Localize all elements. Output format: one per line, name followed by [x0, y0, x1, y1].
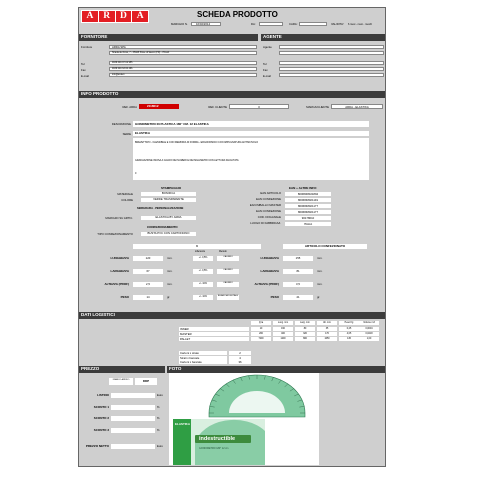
logistics-cell: 7200: [251, 337, 271, 341]
agente-name: [279, 45, 384, 49]
agente-label: Agente: [263, 45, 272, 49]
logistics-cell: 400: [273, 332, 293, 336]
info-prodotto-header: INFO PRODOTTO: [79, 91, 385, 98]
rev-value: 16/02/2014: [191, 22, 221, 26]
marchio-label: MARCHIO SU ARTIC.: [105, 216, 133, 220]
date-label: DA:: [251, 22, 256, 26]
logistics-cell: 320: [295, 332, 315, 336]
dim-label: LARGHEZZA: [110, 269, 129, 273]
logistics-cell: 0,0218: [359, 332, 379, 336]
dim-conf-unit: mm.: [317, 269, 323, 273]
product-sheet: [78, 7, 386, 467]
package-sub: GONIOMETRO 180° 12 cm: [199, 447, 229, 450]
dim-tol: +/- 10%: [193, 295, 213, 300]
dim-tol: +/- 0,5%: [193, 269, 213, 274]
code-label: CARA:: [289, 22, 298, 26]
logistics-cell: 0,25: [339, 327, 359, 331]
logistics-cell: 0,0004: [359, 327, 379, 331]
agente-email-label: E-mail: [263, 74, 271, 78]
arda-logo: [81, 10, 149, 23]
logistics-cell: 1050: [317, 337, 337, 341]
colore-label: COLORE: [121, 198, 133, 202]
prezzo-col2: DDP: [135, 378, 157, 385]
agente-email: [279, 73, 384, 77]
package-brand: ELASTIKA: [175, 422, 190, 426]
logistics-extra-label: Strati x bancale: [179, 356, 227, 360]
fornitore-email[interactable]: info@arda.it: [109, 73, 257, 77]
fornitore-email-label: E-mail: [81, 74, 89, 78]
dati-logistici-header: DATI LOGISTICI: [79, 312, 385, 319]
brand-value: ARDA - ELASTIKA: [331, 104, 383, 109]
mat-title-serigrafia: SERIGRAFIA - PERSONALIZZAZIONE: [137, 207, 184, 210]
logistics-extra-value: 4: [229, 356, 251, 360]
date-value: [259, 22, 283, 26]
fornitore-label: Fornitore: [81, 45, 93, 49]
dim-head: 0: [133, 244, 261, 249]
agente-fax-label: Fax: [263, 68, 268, 72]
code-value: [299, 22, 327, 26]
protractor-image: [169, 373, 319, 465]
logistics-row-name: INNER: [179, 327, 249, 331]
brand-label: MARCA/CLIENTE: [306, 105, 329, 109]
dim-conf-unit: mm.: [317, 282, 323, 286]
price-unit: %: [157, 428, 160, 432]
dim-conf-head: ARTICOLO CONFEZIONATO: [283, 244, 367, 249]
dim-value: 120: [133, 256, 163, 261]
fornitore-tel: 0039 049 97 02 955: [109, 61, 257, 65]
dim-conf-value: 3,5: [283, 282, 313, 287]
logistics-cell: 145: [339, 337, 359, 341]
line-value: ELASTIKA: [133, 131, 369, 136]
agente-fax: [279, 67, 384, 71]
ean-label: EAN IMBALLO MASTER: [249, 203, 281, 207]
dim-method: CALIBRO: [217, 269, 239, 274]
ean-value: 8006848021894: [285, 192, 331, 196]
ean-label: COD. DOGANALE: [257, 215, 281, 219]
dim-conf-unit: gr.: [317, 295, 321, 299]
logistics-extra-label: Cartoni x strato: [179, 351, 227, 355]
ean-list: [229, 192, 379, 232]
ref-arda-value: 2118012: [139, 104, 179, 109]
colore-value: VERDE TRASPARENTE: [141, 198, 196, 202]
dim-unit: gr.: [167, 295, 171, 299]
dim-value: 14: [133, 295, 163, 300]
price-unit: Euro: [157, 444, 163, 448]
agente-header: AGENTE: [261, 34, 385, 41]
prezzo-col1: FRANCO ARRIVO: [109, 378, 133, 385]
logistics-cell: 170: [317, 332, 337, 336]
desc-value: GONIOMETRO IN PLASTICA 180° CM. 12 ELASTIKA: [133, 121, 369, 127]
rev-label: MARCHIO N.: [171, 22, 188, 26]
fornitore-tel-label: Tel: [81, 62, 85, 66]
logistics-extra-value: 36: [229, 360, 251, 364]
logo-letter: A: [82, 11, 98, 22]
ean-value: 90178010: [285, 216, 331, 220]
logistics-cell: 200: [251, 332, 271, 336]
dim-conf-label: LUNGHEZZA: [260, 256, 279, 260]
dim-conf-label: PESO: [270, 295, 279, 299]
logistics-row-name: MASTER: [179, 332, 249, 336]
dim-conf-label: LARGHEZZA: [260, 269, 279, 273]
price-value: [111, 444, 155, 449]
validity-value: 6 mesi - mesi - mesi6: [348, 23, 372, 26]
agente-address: [279, 51, 384, 55]
dim-label: ALTEZZA (PROF): [104, 282, 129, 286]
logistics-extra-value: 2: [229, 351, 251, 355]
ref-cliente-value: 0: [229, 104, 289, 109]
dim-conf-value: 21: [283, 295, 313, 300]
logistics-cell: 10: [251, 327, 271, 331]
tipo-confez-label: TIPO CONFEZIONAMENTO: [97, 232, 133, 236]
price-label: SCONTO 1: [93, 405, 109, 409]
dim-label: PESO: [120, 295, 129, 299]
price-value: [111, 405, 155, 410]
agente-tel-label: Tel: [263, 62, 267, 66]
dimensions-grid: [79, 256, 385, 308]
price-value: [111, 416, 155, 421]
bullet-line: BREVETTATO - FLESSIBILE E CON MEMORIA DI FORMA - ERGONOMICO CON IMPUGNATURA ANTISCIVOLO: [135, 141, 259, 144]
logo-letter: A: [132, 11, 148, 22]
logistics-cell: 800: [295, 337, 315, 341]
logistics-header: Peso Kg: [339, 321, 359, 325]
ean-label: EAN CONFEZIONE: [256, 197, 281, 201]
logistics-header: Q.ta: [251, 321, 271, 325]
dim-value: 67: [133, 269, 163, 274]
dim-unit: mm.: [167, 282, 173, 286]
validity-label: VALIDITA':: [331, 22, 345, 26]
dim-conf-value: 155: [283, 256, 313, 261]
dim-value: 2,5: [133, 282, 163, 287]
ean-label: EAN CONFEZIONE: [256, 209, 281, 213]
logistics-header: Lung. mm: [273, 321, 293, 325]
fornitore-address: Strada dei Foss, 7 - 35028 Piove di Sacco (PD) - ITALIA: [109, 51, 257, 55]
ean-value: ITALIA: [285, 222, 331, 226]
prices: [79, 388, 169, 450]
price-unit: %: [157, 416, 160, 420]
agente-tel: [279, 61, 384, 65]
ref-cliente-label: REF. CLIENTE: [208, 105, 227, 109]
logistics-extras: [179, 351, 259, 365]
logistics-cell: 80: [295, 327, 315, 331]
price-unit: Euro: [157, 393, 163, 397]
mat-title-confez: CONFEZIONAMENTO: [147, 225, 178, 229]
fornitore-fax-label: Fax: [81, 68, 86, 72]
price-label: PREZZO NETTO: [85, 444, 109, 448]
mat-title-stampaggio: STAMPAGGIO: [161, 186, 182, 190]
logistics-row-name: PALLET: [179, 337, 249, 341]
fornitore-fax: 0039 049 63 00 466: [109, 67, 257, 71]
logistics-header: Alt. mm: [317, 321, 337, 325]
prezzo-header: PREZZO: [79, 366, 165, 373]
price-label: LISTINO: [97, 393, 109, 397]
price-unit: %: [157, 405, 160, 409]
meth-head: Metodo: [219, 251, 227, 253]
logo-letter: D: [116, 11, 132, 22]
tol-head: tolleranza: [195, 251, 205, 253]
line-label: SERIE: [122, 132, 131, 136]
logo-letter: R: [99, 11, 115, 22]
price-value: [111, 428, 155, 433]
logistics-header: Larg. mm: [295, 321, 315, 325]
page-title: SCHEDA PRODOTTO: [197, 10, 278, 19]
ean-label: EAN ARTICOLO: [260, 191, 281, 195]
logistics-header: Volume m3: [359, 321, 379, 325]
bullet-line: 0: [135, 172, 137, 175]
logistics-cell: 1200: [273, 337, 293, 341]
dim-unit: mm.: [167, 269, 173, 273]
ean-value: 8006848021177: [285, 210, 331, 214]
marchio-value: ELASTIKA BY ARDA: [141, 216, 196, 220]
dim-label: LUNGHEZZA: [110, 256, 129, 260]
logistics-cell: 4,05: [339, 332, 359, 336]
dim-method: CALIBRO: [217, 256, 239, 261]
logistics-cell: 35: [317, 327, 337, 331]
package-text: indestructible: [199, 436, 236, 442]
logistics-extra-label: Cartoni x bancale: [179, 360, 227, 364]
dim-tol: +/- 0,5%: [193, 256, 213, 261]
fornitore-name: ARDA SPA: [109, 45, 257, 49]
ean-label: LUOGO DI FABBRICAZ.: [250, 221, 281, 225]
dim-method: CALIBRO: [217, 282, 239, 287]
fornitore-header: FORNITORE: [79, 34, 258, 41]
foto-header: FOTO: [167, 366, 385, 373]
dim-conf-unit: mm.: [317, 256, 323, 260]
dim-method: BILANCIA DIGITALE: [217, 295, 239, 300]
dim-conf-value: 81: [283, 269, 313, 274]
bullet-line: GRADUAZIONE INCISA A CALDO DEI NUMERI E DEI MILLIMETRI CON LETTURA FACILITATA: [135, 159, 239, 162]
ean-title: EAN + ALTRE INFO: [289, 186, 317, 190]
desc-label: DESCRIZIONE: [111, 122, 131, 126]
logistics-cell: 160: [273, 327, 293, 331]
dim-tol: +/- 10%: [193, 282, 213, 287]
tipo-confez-value: BUSTA PVC CON CARTONCINO: [141, 232, 196, 236]
materiale-label: MATERIALE: [117, 192, 133, 196]
price-label: SCONTO 3: [93, 428, 109, 432]
bullets-box: [133, 138, 369, 180]
product-photo: [169, 373, 319, 465]
logistics-cell: 1,00: [359, 337, 379, 341]
price-label: SCONTO 2: [93, 416, 109, 420]
materiale-value: BONIFICA: [141, 192, 196, 196]
ean-value: 8006848021191: [285, 198, 331, 202]
price-value: [111, 393, 155, 398]
dim-unit: mm.: [167, 256, 173, 260]
logistics-table: [179, 321, 379, 349]
ref-arda-label: REF. ARDA: [122, 105, 137, 109]
dim-conf-label: ALTEZZA (PROF): [254, 282, 279, 286]
ean-value: 8006848021177: [285, 204, 331, 208]
